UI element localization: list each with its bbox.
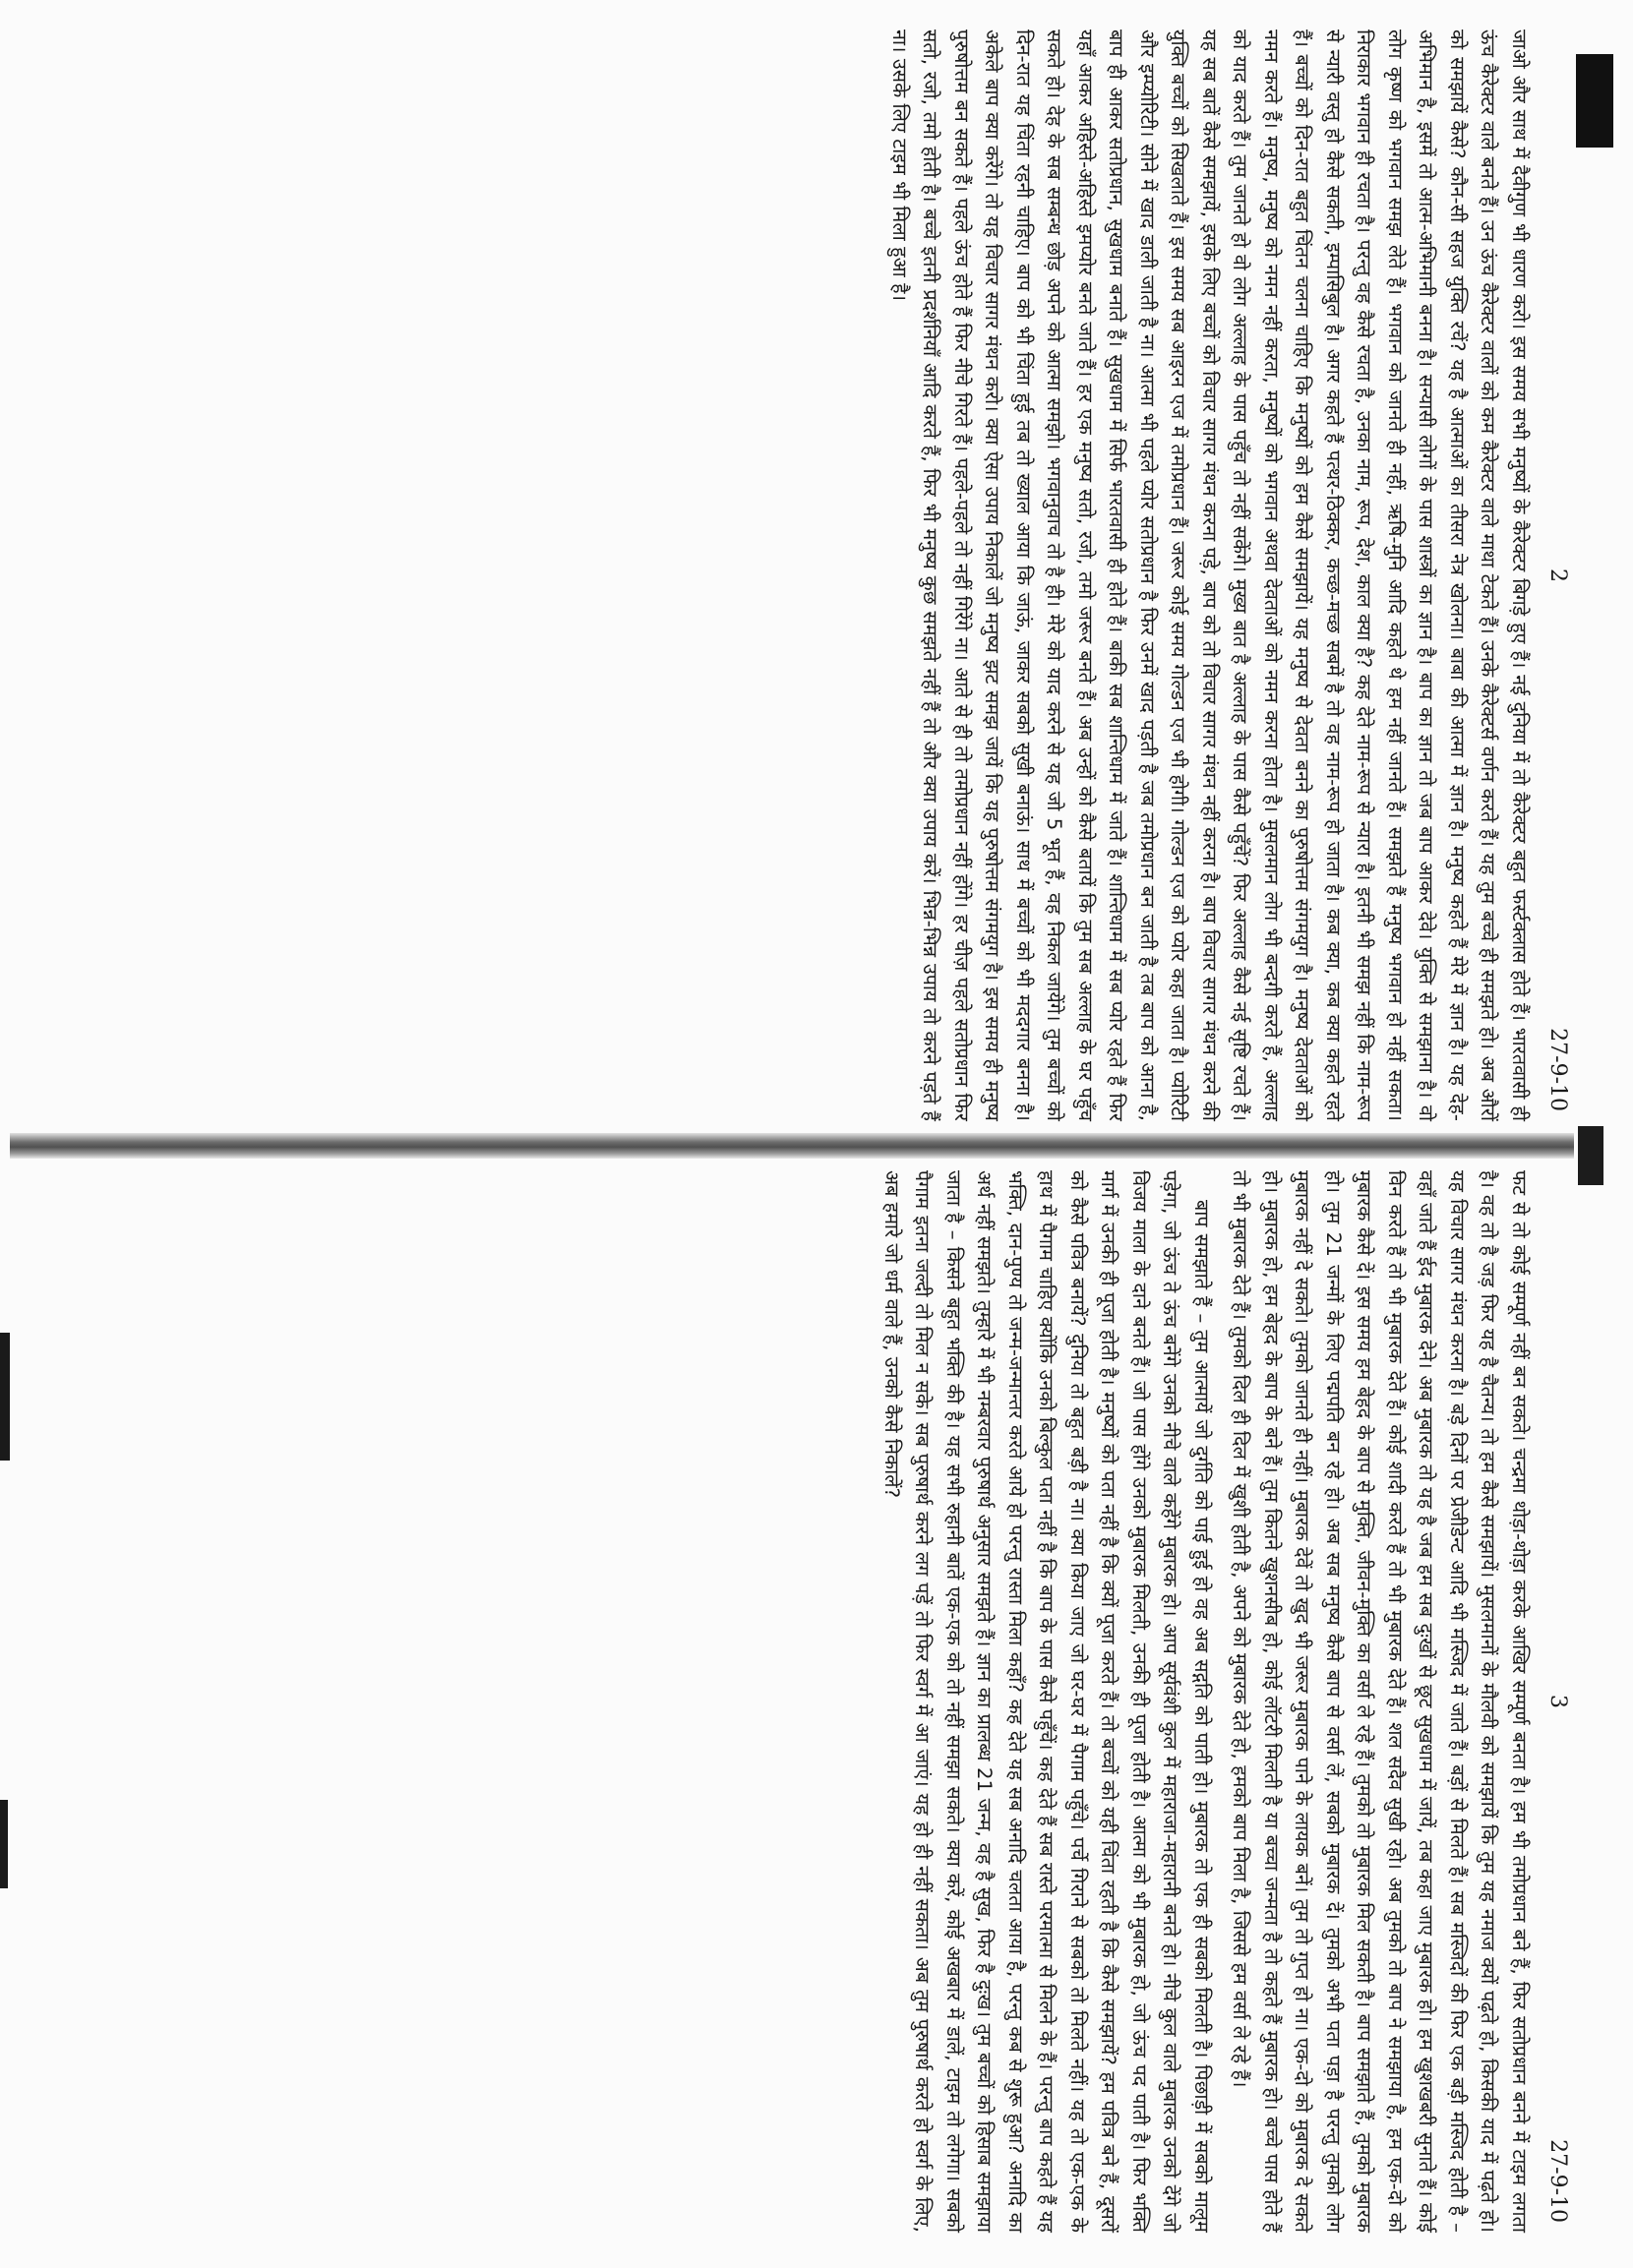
page-header [1535,30,1574,1121]
page-3 [98,1170,1574,2233]
scan-shadow-mark [1578,1126,1603,1185]
scan-shadow-mark [0,1800,8,1888]
page-number: 3 [1545,1695,1570,1708]
page-date: 27-9-10 [1545,1028,1570,1111]
page-number: 2 [1545,568,1570,582]
page-fold-line [10,1133,1574,1159]
scan-shadow-mark [1576,54,1613,148]
paragraph: जाओ और साथ में दैवीगुण भी धारण करो। इस समय सभी मनुष्यों के कैरेक्टर बिगड़े हुए हैं। नई दुनिया में तो कैरेक्टर बहुत फर्स्टक्लास होते हैं। भारतवासी ही ऊंच कैरेक्टर वाले बनते हैं। उन ऊंच कैरेक्टर वालों को कम कैरेक्टर वाले माथा टेकते हैं। उनके कैरेक्टर्स वर्णन करते हैं। यह तुम बच्चे ही समझते हो। अब औरों को समझायें कैसे? कौन-सी सहज युक्ति रचें? यह है आत्माओं का तीसरा नेत्र खोलना। बाबा की आत्मा में ज्ञान है। मनुष्य कहते हैं मेरे में ज्ञान है। यह देह-अभिमान है, इसमें तो आत्म-अभिमानी बनना है। सन्यासी लोगों के पास शास्त्रों का ज्ञान है। बाप का ज्ञान तो जब बाप आकर देवे। युक्ति से समझाना है। वो लोग कृष्ण को भगवान समझ लेते हैं। भगवान को जानते ही नहीं, ऋषि-मुनि आदि कहते थे हम नहीं जानते हैं। समझते हैं मनुष्य भगवान हो नहीं सकता। निराकार भगवान ही रचता है। परन्तु वह कैसे रचता है, उनका नाम, रूप, देश, काल क्या है? कह देते नाम-रूप से न्यारा है। इतनी भी समझ नहीं कि नाम-रूप से न्यारी वस्तु हो कैसे सकती, इम्पासिबुल है। अगर कहते हैं पत्थर-ठिक्कर, कच्छ-मच्छ सबमें है तो वह नाम-रूप हो जाता है। कब क्या, कब क्या कहते रहते हैं। बच्चों को दिन-रात बहुत चिंतन चलना चाहिए कि मनुष्यों को हम कैसे समझायें। यह मनुष्य से देवता बनने का पुरुषोत्तम संगमयुग है। मनुष्य देवताओं को नमन करते हैं। मनुष्य, मनुष्य को नमन नहीं करता, मनुष्यों को भगवान अथवा देवताओं को नमन करना होता है। मुसलमान लोग भी बन्दगी करते हैं, अल्लाह को याद करते हैं। तुम जानते हो वो लोग अल्लाह के पास पहुँच तो नहीं सकेंगे। मुख्य बात है अल्लाह के पास कैसे पहुँचें? फिर अल्लाह कैसे नई सृष्टि रचते हैं। यह सब बातें कैसे समझायें, इसके लिए बच्चों को विचार सागर मंथन करना पड़े, बाप को तो विचार सागर मंथन नहीं करना है। बाप विचार सागर मंथन करने की युक्ति बच्चों को सिखलाते हैं। इस समय सब आइरन एज में तमोप्रधान हैं। जरूर कोई समय गोल्डन एज भी होगी। गोल्डन एज को प्योर कहा जाता है। प्योरिटी और इम्प्योरिटी। सोने में खाद डाली जाती है ना। आत्मा भी पहले प्योर सतोप्रधान है फिर उनमें खाद पड़ती है जब तमोप्रधान बन जाती है तब बाप को आना है, बाप ही आकर सतोप्रधान, सुखधाम बनाते हैं। सुखधाम में सिर्फ भारतवासी ही होते हैं। बाकी सब शान्तिधाम में जाते हैं। शान्तिधाम में सब प्योर रहते हैं फिर यहाँ आकर अहिस्ते-अहिस्ते इमप्योर बनते जाते हैं। हर एक मनुष्य सतो, रजो, तमो जरूर बनते हैं। अब उन्हों को कैसे बतायें कि तुम सब अल्लाह के घर पहुँच सकते हो। देह के सब सम्बन्ध छोड़ अपने को आत्मा समझो। भगवानुवाच तो है ही। मेरे को याद करने से यह जो 5 भूत हैं, वह निकल जायेंगे। तुम बच्चों को दिन-रात यह चिंता रहनी चाहिए। बाप को भी चिंता हुई तब तो ख्याल आया कि जाऊं, जाकर सबको सुखी बनाऊं। साथ में बच्चों को भी मददगार बनना है। अकेले बाप क्या करेंगे। तो यह विचार सागर मंथन करो। क्या ऐसा उपाय निकालें जो मनुष्य झट समझ जायें कि यह पुरुषोत्तम संगमयुग है। इस समय ही मनुष्य पुरुषोत्तम बन सकते हैं। पहले ऊंच होते हैं फिर नीचे गिरते हैं। पहले-पहले तो नहीं गिरेंगे ना। आते से ही तो तमोप्रधान नहीं होंगे। हर चीज़ पहले सतोप्रधान फिर सतो, रजो, तमो होती है। बच्चे इतनी प्रदर्शनियाँ आदि करते हैं, फिर भी मनुष्य कुछ समझते नहीं हैं तो और क्या उपाय करें। भिन्न-भिन्न उपाय तो करने पड़ते हैं ना। उसके लिए टाइम भी मिला हुआ है। [888,30,1531,1122]
paragraph: बाप समझाते हैं – तुम आत्मायें जो दुर्गति को पाई हुई हो वह अब सद्गति को पाती हो। मुबारक तो एक ही सबको मिलती है। पिछाड़ी में सबको मालूम पड़ेगा, जो ऊंच ते ऊंच बनेंगे उनको नीचे वाले कहेंगे मुबारक हो। आप सूर्यवंशी कुल में महाराजा-महारानी बनते हो। नीचे कुल वाले मुबारक उनको देंगे जो विजय माला के दाने बनते हैं। जो पास होंगे उनको मुबारक मिलती, उनकी ही पूजा होती है। आत्मा को भी मुबारक हो, जो ऊंच पद पाती है। फिर भक्ति मार्ग में उनकी ही पूजा होती है। मनुष्यों को पता नहीं है कि क्यों पूजा करते हैं। तो बच्चों को यही चिंता रहती है कि कैसे समझायें? हम पवित्र बने हैं, दूसरों को कैसे पवित्र बनायें? दुनिया तो बहुत बड़ी है ना। क्या किया जाए जो घर-घर में पैगाम पहुँचे। पर्चे गिराने से सबको तो मिलते नहीं। यह तो एक-एक के हाथ में पैगाम चाहिए क्योंकि उनको बिल्कुल पता नहीं है कि बाप के पास कैसे पहुँचें। कह देते हैं सब रास्ते परमात्मा से मिलने के हैं। परन्तु बाप कहते हैं यह भक्ति, दान-पुण्य तो जन्म-जन्मान्तर करते आये हो परन्तु रास्ता मिला कहाँ? कह देते यह सब अनादि चलता आया है, परन्तु कब से शुरू हुआ? अनादि का अर्थ नहीं समझते। तुम्हारे में भी नम्बरवार पुरुषार्थ अनुसार समझते हैं। ज्ञान का प्रालब्ध 21 जन्म, वह है सुख, फिर है दुःख। तुम बच्चों को हिसाब समझाया जाता है – किसने बहुत भक्ति की है। यह सभी रुहानी बातें एक-एक को तो नहीं समझा सकते। क्या करें, कोई अखबार में डालें, टाइम तो लगेगा। सबको पैगाम इतना जल्दी तो मिल न सके। सब पुरुषार्थ करने लग पड़ें तो फिर स्वर्ग में आ जाएं। यह हो ही नहीं सकता। अब तुम पुरुषार्थ करते हो स्वर्ग के लिए, अब हमारे जो धर्म वाले हैं, उनको कैसे निकालें? [880,1170,1213,2233]
page-date: 27-9-10 [1545,2139,1570,2223]
page-2 [98,30,1574,1121]
page-header [1535,1170,1574,2233]
scan-shadow-mark [0,1333,10,1461]
paragraph: फट से तो कोई सम्पूर्ण नहीं बन सकते। चन्द्रमा थोड़ा-थोड़ा करके आखिर सम्पूर्ण बनता है। हम भी तमोप्रधान बने हैं, फिर सतोप्रधान बनने में टाइम लगता है। वह तो है जड़ फिर यह है चैतन्य। तो हम कैसे समझायें। मुसलमानों के मौलवी को समझायें कि तुम यह नमाज क्यों पढ़ते हो, किसकी याद में पढ़ते हो। यह विचार सागर मंथन करना है। बड़े दिनों पर प्रेजीडेन्ट आदि भी मस्जिद में जाते हैं। बड़ों से मिलते हैं। सब मस्जिदों की फिर एक बड़ी मस्जिद होती है – वहाँ जाते हैं ईद मुबारक देने। अब मुबारक तो यह है जब हम सब दुःखों से छूट सुखधाम में जायें, तब कहा जाए मुबारक हो। हम खुशखबरी सुनाते हैं। कोई विन करते हैं तो भी मुबारक देते हैं। कोई शादी करते हैं तो भी मुबारक देते हैं। शल सदैव सुखी रहो। अब तुमको तो बाप ने समझाया है, हम एक-दो को मुबारक कैसे दें। इस समय हम बेहद के बाप से मुक्ति, जीवन-मुक्ति का वर्सा ले रहे हैं। तुमको तो मुबारक मिल सकती है। बाप समझाते हैं, तुमको मुबारक हो। तुम 21 जन्मों के लिए पद्मपति बन रहे हो। अब सब मनुष्य कैसे बाप से वर्सा लें, सबको मुबारक दें। तुमको अभी पता पड़ा है परन्तु तुमको लोग मुबारक नहीं दे सकते। तुमको जानते ही नहीं। मुबारक देवें तो खुद भी जरूर मुबारक पाने के लायक बनें। तुम तो गुप्त हो ना। एक-दो को मुबारक दे सकते हो। मुबारक हो, हम बेहद के बाप के बने हैं। तुम कितने खुशनसीब हो, कोई लॉटरी मिलती है या बच्चा जन्मता है तो कहते हैं मुबारक हो। बच्चे पास होते हैं तो भी मुबारक देते हैं। तुमको दिल ही दिल में खुशी होती है, अपने को मुबारक देते हो, हमको बाप मिला है, जिससे हम वर्सा ले रहे हैं। [1229,1170,1531,2233]
